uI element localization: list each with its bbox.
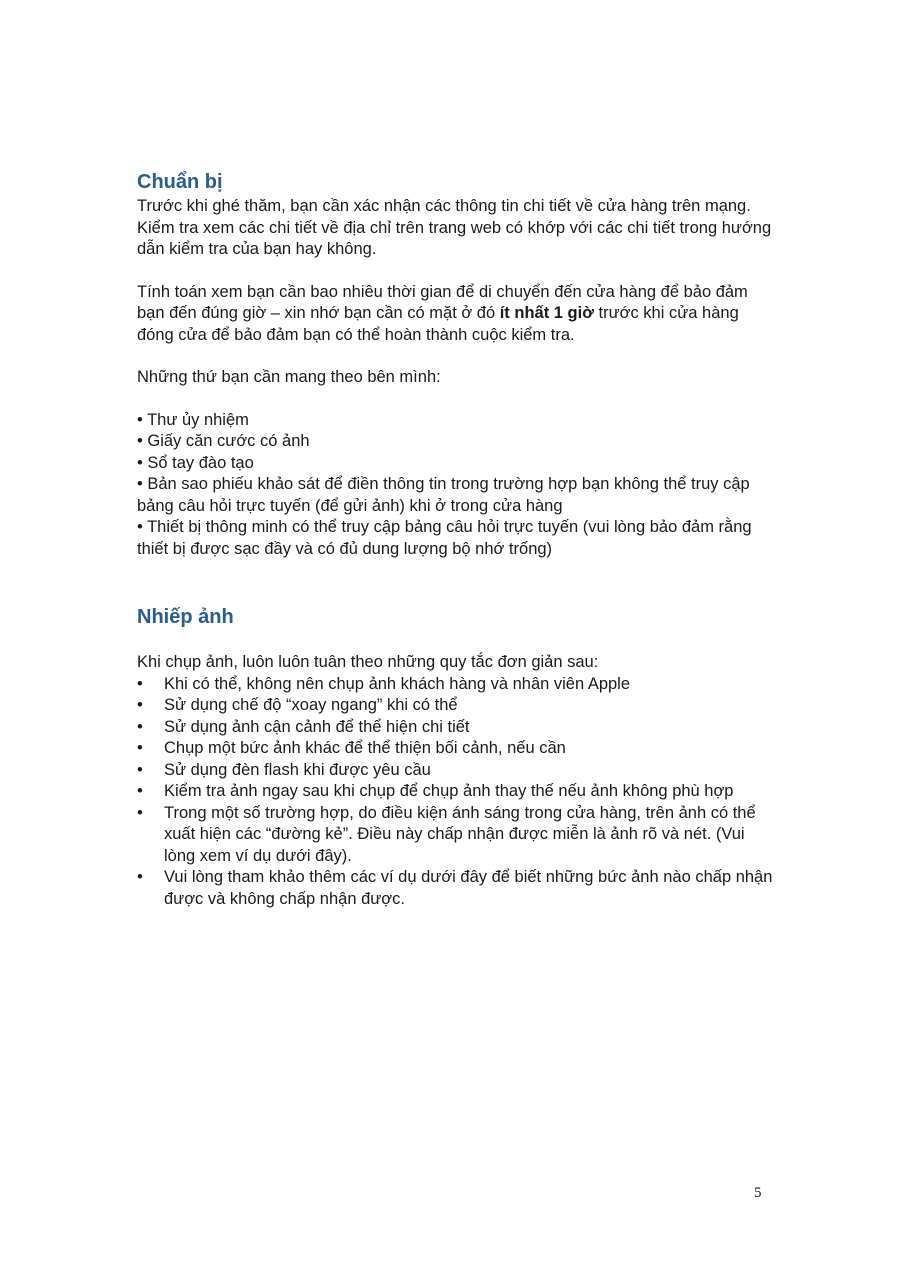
list-item (137, 738, 777, 760)
list-item-text: Vui lòng tham khảo thêm các ví dụ dưới đây để biết những bức ảnh nào chấp nhận được và không chấp nhận được. (164, 868, 773, 908)
list-item-text: Sử dụng ảnh cận cảnh để thể hiện chi tiết (164, 717, 470, 736)
paragraph-2-text-end: trước khi cửa hàng đóng cửa để bảo đảm bạn có thể hoàn thành cuộc kiểm tra. (137, 304, 739, 344)
list-item (137, 674, 777, 696)
list-item (137, 803, 777, 868)
list-item-text: Kiểm tra ảnh ngay sau khi chụp để chụp ảnh thay thế nếu ảnh không phù hợp (164, 782, 734, 800)
list-item (137, 717, 777, 739)
list-item-text: Chụp một bức ảnh khác để thể thiện bối cảnh, nếu cần (164, 739, 566, 757)
bullet-icon: • (137, 696, 143, 714)
list-item: • Thư ủy nhiệm (137, 410, 249, 429)
bullet-icon: • (137, 739, 143, 757)
items-to-bring-intro: Những thứ bạn cần mang theo bên mình: (137, 368, 441, 386)
list-item-text: Sử dụng đèn flash khi được yêu cầu (164, 760, 431, 779)
bullet-icon: • (137, 717, 143, 736)
list-item-text: Khi có thể, không nên chụp ảnh khách hàng và nhân viên Apple (164, 674, 631, 693)
section-heading-photography: Nhiếp ảnh (137, 606, 234, 628)
bullet-icon: • (137, 868, 143, 886)
list-item: • Sổ tay đào tạo (137, 453, 254, 472)
preparation-paragraph-1: Trước khi ghé thăm, bạn cần xác nhận các thông tin chi tiết về cửa hàng trên mạng. Kiểm tra xem các chi tiết về địa chỉ trên trang web có khớp với các chi tiết trong hướng dẫn kiểm tra của bạn hay không. (137, 197, 772, 258)
paragraph-2-emphasis: ít nhất 1 giờ (499, 304, 594, 322)
list-item-text: Sử dụng chế độ “xoay ngang” khi có thể (164, 696, 458, 714)
section-heading-preparation: Chuẩn bị (137, 171, 223, 193)
bullet-icon: • (137, 782, 143, 800)
list-item: • Bản sao phiếu khảo sát để điền thông tin trong trường hợp bạn không thể truy cập bảng câu hỏi trực tuyến (để gửi ảnh) khi ở trong cửa hàng (137, 475, 750, 515)
list-item-text: Trong một số trường hợp, do điều kiện ánh sáng trong cửa hàng, trên ảnh có thể xuất hiện các “đường kẻ”. Điều này chấp nhận được miễn là ảnh rõ và nét. (Vui lòng xem ví dụ dưới đây). (164, 803, 756, 865)
list-item (137, 695, 777, 717)
list-item: • Giấy căn cước có ảnh (137, 432, 310, 450)
photography-intro: Khi chụp ảnh, luôn luôn tuân theo những quy tắc đơn giản sau: (137, 653, 599, 671)
list-item (137, 781, 777, 803)
paragraph-2-text-start: Tính toán xem bạn cần bao nhiêu thời gian để di chuyển đến cửa hàng để bảo đảm bạn đến đúng giờ – xin nhớ bạn cần có mặt ở đó (137, 282, 748, 322)
document-page (137, 168, 777, 910)
bullet-icon: • (137, 674, 143, 693)
list-item (137, 760, 777, 782)
list-item (137, 867, 777, 910)
page-number: 5 (754, 1185, 762, 1201)
photography-rules-list (137, 674, 777, 911)
list-item: • Thiết bị thông minh có thể truy cập bảng câu hỏi trực tuyến (vui lòng bảo đảm rằng thiết bị được sạc đầy và có đủ dung lượng bộ nhớ trống) (137, 518, 752, 558)
bullet-icon: • (137, 803, 143, 822)
preparation-paragraph-2 (137, 282, 777, 347)
bullet-icon: • (137, 760, 143, 779)
items-to-bring-list (137, 410, 777, 561)
